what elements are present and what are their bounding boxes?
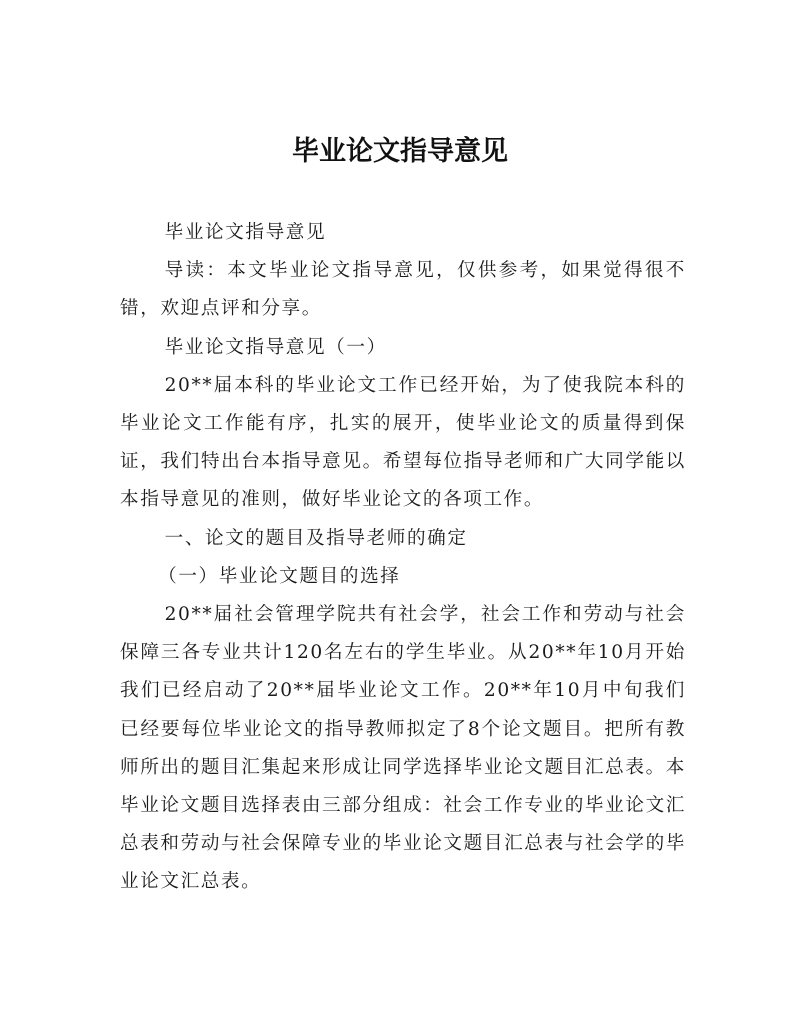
paragraph-heading-one: 一、论文的题目及指导老师的确定 [164,527,468,549]
paragraph-intro: 导读：本文毕业论文指导意见，仅供参考，如果觉得很不错，欢迎点评和分享。 [120,260,686,320]
paragraph-subheading: （一）毕业论文题目的选择 [158,565,401,587]
paragraph-section-title: 毕业论文指导意见（一） [164,336,387,358]
document-body [120,214,686,902]
paragraph-overview: 20**届本科的毕业论文工作已经开始，为了使我院本科的毕业论文工作能有序，扎实的展开，使毕业论文的质量得到保证，我们特出台本指导意见。希望每位指导老师和广大同学能以本指导意见的准则，做好毕业论文的各项工作。 [120,374,686,511]
paragraph-heading-repeat: 毕业论文指导意见 [164,222,327,243]
document-title: 毕业论文指导意见 [292,136,508,167]
paragraph-topic-selection: 20**届社会管理学院共有社会学，社会工作和劳动与社会保障三各专业共计120名左右的学生毕业。从20**年10月开始我们已经启动了20**届毕业论文工作。20**年10月中旬我们已经要每位毕业论文的指导教师拟定了8个论文题目。把所有教师所出的题目汇集起来形成让同学选择毕业论文题目汇总表。本毕业论文题目选择表由三部分组成：社会工作专业的毕业论文汇总表和劳动与社会保障专业的毕业论文题目汇总表与社会学的毕业论文汇总表。 [120,604,686,893]
